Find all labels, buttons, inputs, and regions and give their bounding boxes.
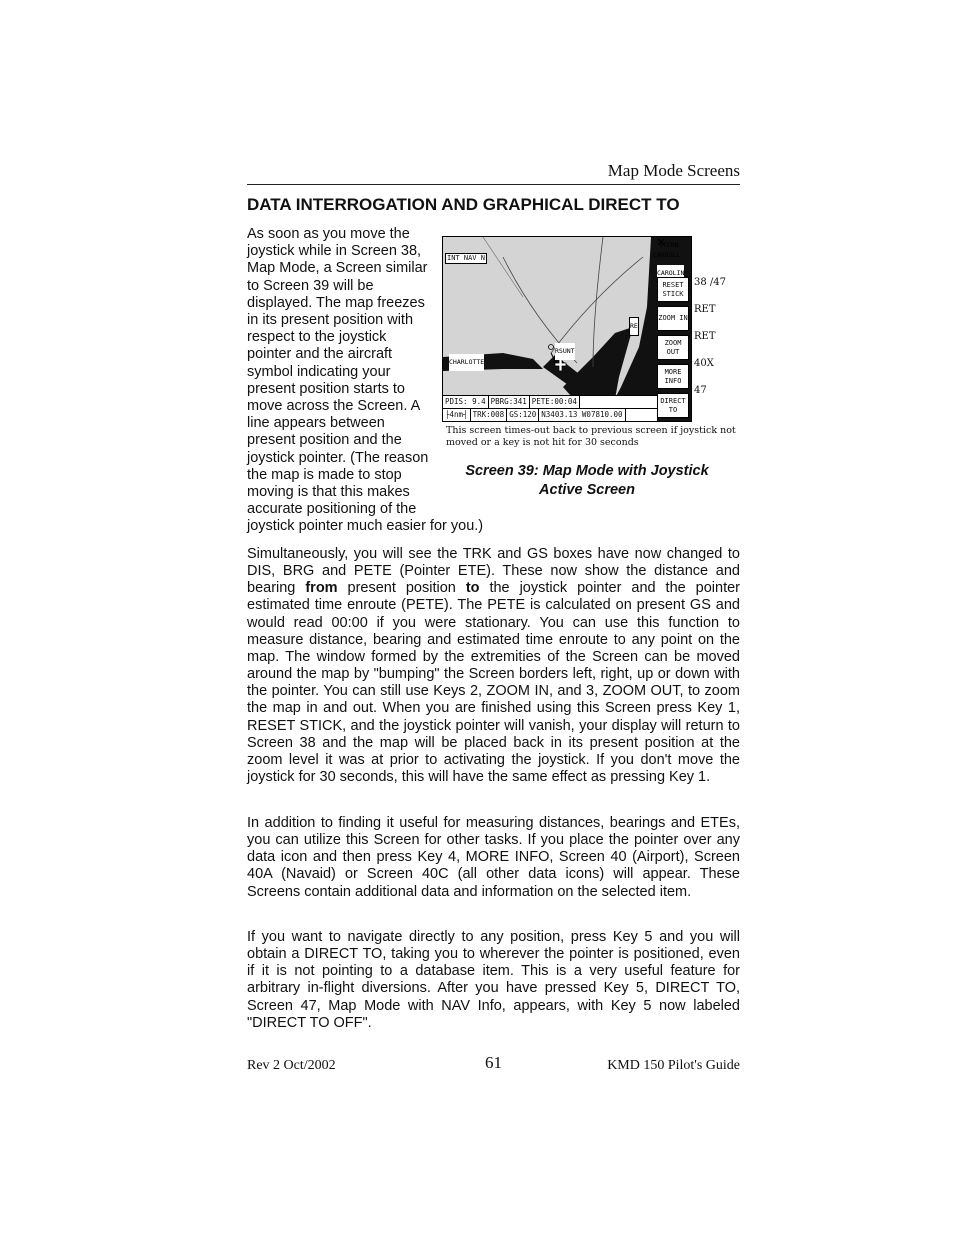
manual-page <box>247 0 740 1235</box>
paragraph-direct-to: If you want to navigate directly to any position, press Key 5 and you will obtain a DIRECT TO, taking you to wherever the pointer is positioned, even if it is not pointing to a database item. This is a very useful feature for arbitrary in-flight diversions. After you have pressed Key 5, DIRECT TO, Screen 47, Map Mode with NAV Info, appears, with Key 5 now labeled "DIRECT TO OFF". <box>247 929 740 1031</box>
pdis-field: PDIS: 9.4 <box>443 396 489 408</box>
trk-field: TRK:008 <box>471 409 508 421</box>
mode-tag: INT NAV N <box>447 254 485 262</box>
timeout-note: This screen times-out back to previous screen if joystick not moved or a key is not hit for 30 seconds <box>446 425 736 448</box>
pete-field: PETE:00:04 <box>530 396 580 408</box>
header-rule <box>247 184 740 185</box>
screen-figure <box>442 236 740 500</box>
paragraph-pointer-data: Simultaneously, you will see the TRK and GS boxes have now changed to DIS, BRG and PETE (Pointer ETE). These now show the distance and bearing from present position to the joystick pointer and the pointer estimated time enroute (PETE). The PETE is calculated on present GS and would read 00:00 if you were stationary. You can use this function to measure distance, bearing and estimated time enroute to any point on the map. The window formed by the extremities of the Screen can be moved around the map by "bumping" the Screen borders left, right, up or down with the pointer. You can still use Keys 2, ZOOM IN, and 3, ZOOM OUT, to zoom the map in and out. When you are finished using this Screen press Key 1, RESET STICK, and the joystick pointer will vanish, your display will return to Screen 38 and the map will be placed back in its present position at the zoom level it was at prior to activating the joystick. If you don't move the joystick for 30 seconds, this will have the same effect as pressing Key 1. <box>247 546 740 786</box>
vor-icon: RE <box>629 317 639 336</box>
key3-annotation: RET <box>694 331 716 342</box>
map-label-fix: RSUNT <box>555 343 575 360</box>
paragraph-more-info: In addition to finding it useful for measuring distances, bearings and ETEs, you can utilize this Screen for other tasks. If you place the pointer over any data icon and then press Key 4, MORE INFO, Screen 40 (Airport), Screen 40A (Navaid) or Screen 40C (all other data icons) will appear. These Screens contain additional data and information on the selected item. <box>247 815 740 900</box>
zoom-in-key[interactable]: ZOOM IN <box>657 306 689 331</box>
map-label-charlotte: CHARLOTTE <box>449 354 484 371</box>
section-title: DATA INTERROGATION AND GRAPHICAL DIRECT TO <box>247 195 680 214</box>
map-graphic <box>443 237 691 421</box>
direct-to-key[interactable]: DIRECT TO <box>657 393 689 418</box>
key5-annotation: 47 <box>694 385 707 396</box>
intro-paragraph: As soon as you move the joystick while in Screen 38, Map Mode, a Screen similar to Screen 39 will be displayed. The map freezes in its present position with respect to the joystick pointer and the aircraft symbol indicating your present position starts to move across the Screen. A line appears between present position and the joystick pointer. (The reason the map is made to stop moving is that this makes accurate positioning of the joystick pointer much easier for you.) <box>247 226 484 535</box>
map-display <box>442 236 692 422</box>
softkey-annotations <box>694 276 734 411</box>
page-number: 61 <box>485 1053 502 1072</box>
map-label-caroline: CAROLIN <box>657 265 684 282</box>
figure-caption: Screen 39: Map Mode with Joystick Active Screen <box>465 463 709 498</box>
key1-annotation: 38 /47 <box>694 277 726 288</box>
more-info-key[interactable]: MORE INFO <box>657 364 689 389</box>
softkey-column <box>657 277 689 422</box>
key2-annotation: RET <box>694 304 716 315</box>
map-label-carroll: CARROLL <box>653 251 681 259</box>
gs-field: GS:120 <box>507 409 539 421</box>
pbrg-field: PBRG:341 <box>489 396 530 408</box>
scale-field: ├4nm┤ <box>443 409 471 421</box>
zoom-out-key[interactable]: ZOOM OUT <box>657 335 689 360</box>
reset-stick-key[interactable]: RESET STICK <box>657 277 689 302</box>
footer-guide-title: KMD 150 Pilot's Guide <box>607 1058 740 1073</box>
data-bar <box>443 395 657 421</box>
intro-block <box>247 226 740 536</box>
key4-annotation: 40X <box>694 358 714 369</box>
footer-revision: Rev 2 Oct/2002 <box>247 1058 336 1073</box>
running-header: Map Mode Screens <box>607 161 740 180</box>
map-label-top: STERN <box>659 241 679 249</box>
position-field: N3403.13 W07810.00 <box>539 409 625 421</box>
